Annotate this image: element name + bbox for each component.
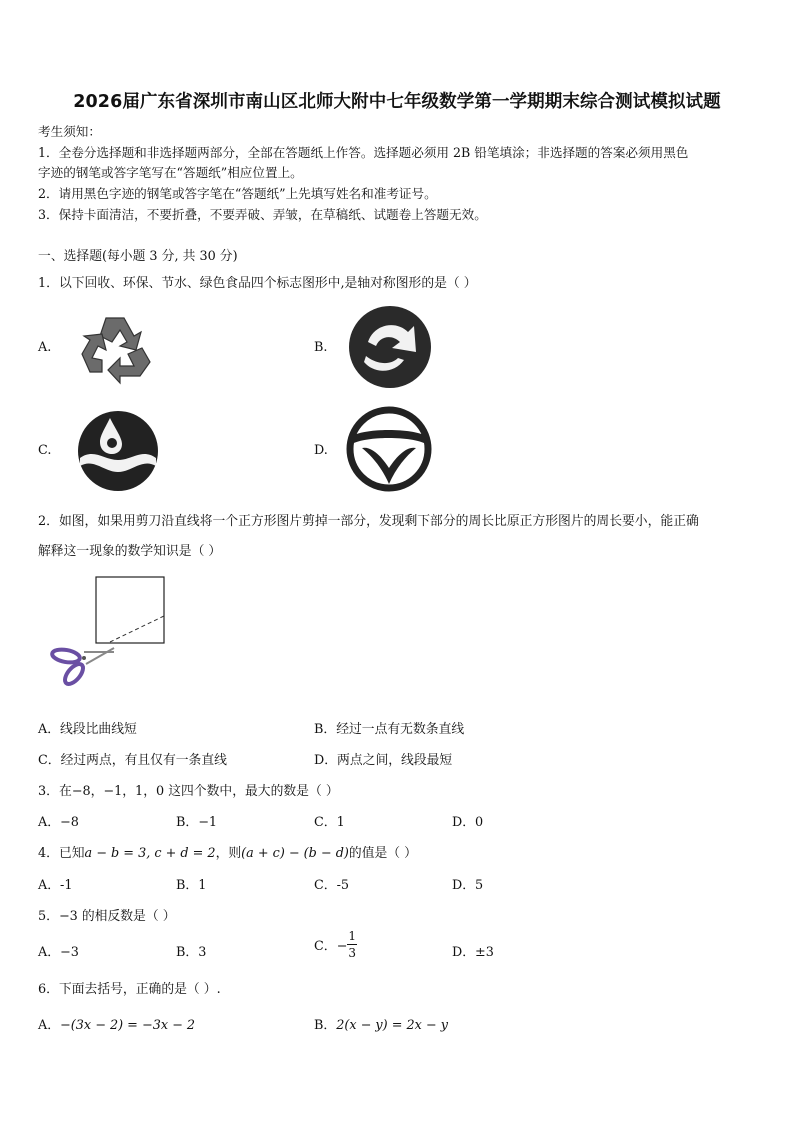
q4-condition: a − b = 3, c + d = 2: [84, 846, 216, 861]
question-2-stem: 2．如图，如果用剪刀沿直线将一个正方形图片剪掉一部分，发现剩下部分的周长比原正方形图片的周长要小，能正确: [38, 514, 699, 529]
q5-option-c-label: C．−: [314, 939, 348, 954]
q6-option-a-expression: −(3x − 2) = −3x − 2: [60, 1018, 196, 1033]
water-saving-drop-icon: [74, 408, 162, 494]
notice-heading: 考生须知：: [38, 124, 101, 139]
q6-option-b: [314, 1014, 448, 1033]
question-3-stem: 3．在−8，−1，1，0 这四个数中，最大的数是（ ）: [38, 784, 339, 799]
environmental-arrow-circle-icon: [346, 304, 434, 390]
scissors-icon: [51, 648, 114, 687]
fraction-numerator: 1: [348, 929, 356, 943]
fraction-denominator: 3: [348, 946, 356, 960]
q6-option-a: [38, 1014, 195, 1033]
q4-stem-prefix: 4．已知: [38, 846, 85, 861]
q3-option-b: B．−1: [176, 815, 218, 830]
recycle-arrows-icon: [76, 310, 156, 386]
q4-expression: (a + c) − (b − d): [241, 846, 349, 861]
question-2-stem: 解释这一现象的数学知识是（ ）: [38, 544, 222, 559]
question-1-stem: 1．以下回收、环保、节水、绿色食品四个标志图形中,是轴对称图形的是（ ）: [38, 276, 477, 291]
q1-option-a-label: A.: [38, 340, 52, 355]
q4-stem-suffix: 的值是（ ）: [348, 846, 417, 861]
q4-option-b: B．1: [176, 878, 207, 893]
q2-option-a: A．线段比曲线短: [38, 722, 137, 737]
notice-item: 1．全卷分选择题和非选择题两部分，全部在答题纸上作答。选择题必须用 2B 铅笔填涂；非选择题的答案必须用黑色: [38, 145, 689, 160]
q6-option-b-expression: 2(x − y) = 2x − y: [336, 1018, 448, 1033]
q2-option-b: B．经过一点有无数条直线: [314, 722, 465, 737]
page-title: 2026届广东省深圳市南山区北师大附中七年级数学第一学期期末综合测试模拟试题: [73, 92, 721, 112]
q4-option-c: C．-5: [314, 878, 350, 893]
notice-item: 字迹的钢笔或答字笔写在“答题纸”相应位置上。: [38, 165, 303, 180]
q5-option-d: D．±3: [452, 945, 494, 960]
square-cut-figure: [48, 570, 178, 692]
notice-item: 3．保持卡面清洁，不要折叠，不要弄破、弄皱，在草稿纸、试题卷上答题无效。: [38, 207, 487, 222]
q5-option-a: A．−3: [38, 945, 79, 960]
q3-option-c: C．1: [314, 815, 345, 830]
q1-option-d-label: D.: [314, 443, 328, 458]
section-heading: 一、选择题(每小题 3 分, 共 30 分): [38, 249, 238, 264]
green-food-logo-icon: [346, 406, 432, 492]
q4-stem-mid: ，则: [215, 846, 242, 861]
q5-option-b: B．3: [176, 945, 207, 960]
q6-option-b-label: B．: [314, 1018, 337, 1033]
q4-option-a: A．-1: [38, 878, 73, 893]
q4-option-d: D．5: [452, 878, 484, 893]
q3-option-d: D．0: [452, 815, 484, 830]
question-4-stem: [38, 842, 417, 861]
q6-option-a-label: A．: [38, 1018, 61, 1033]
q1-option-b-label: B.: [314, 340, 328, 355]
q1-option-c-label: C.: [38, 443, 52, 458]
fraction: [347, 930, 357, 959]
question-6-stem: 6．下面去括号，正确的是（ ）.: [38, 982, 221, 997]
question-5-stem: 5．−3 的相反数是（ ）: [38, 909, 176, 924]
q2-option-c: C．经过两点，有且仅有一条直线: [38, 753, 227, 768]
notice-item: 2．请用黑色字迹的钢笔或答字笔在“答题纸”上先填写姓名和准考证号。: [38, 186, 437, 201]
q5-option-c: [314, 930, 357, 959]
q3-option-a: A．−8: [38, 815, 79, 830]
q2-option-d: D．两点之间，线段最短: [314, 753, 453, 768]
